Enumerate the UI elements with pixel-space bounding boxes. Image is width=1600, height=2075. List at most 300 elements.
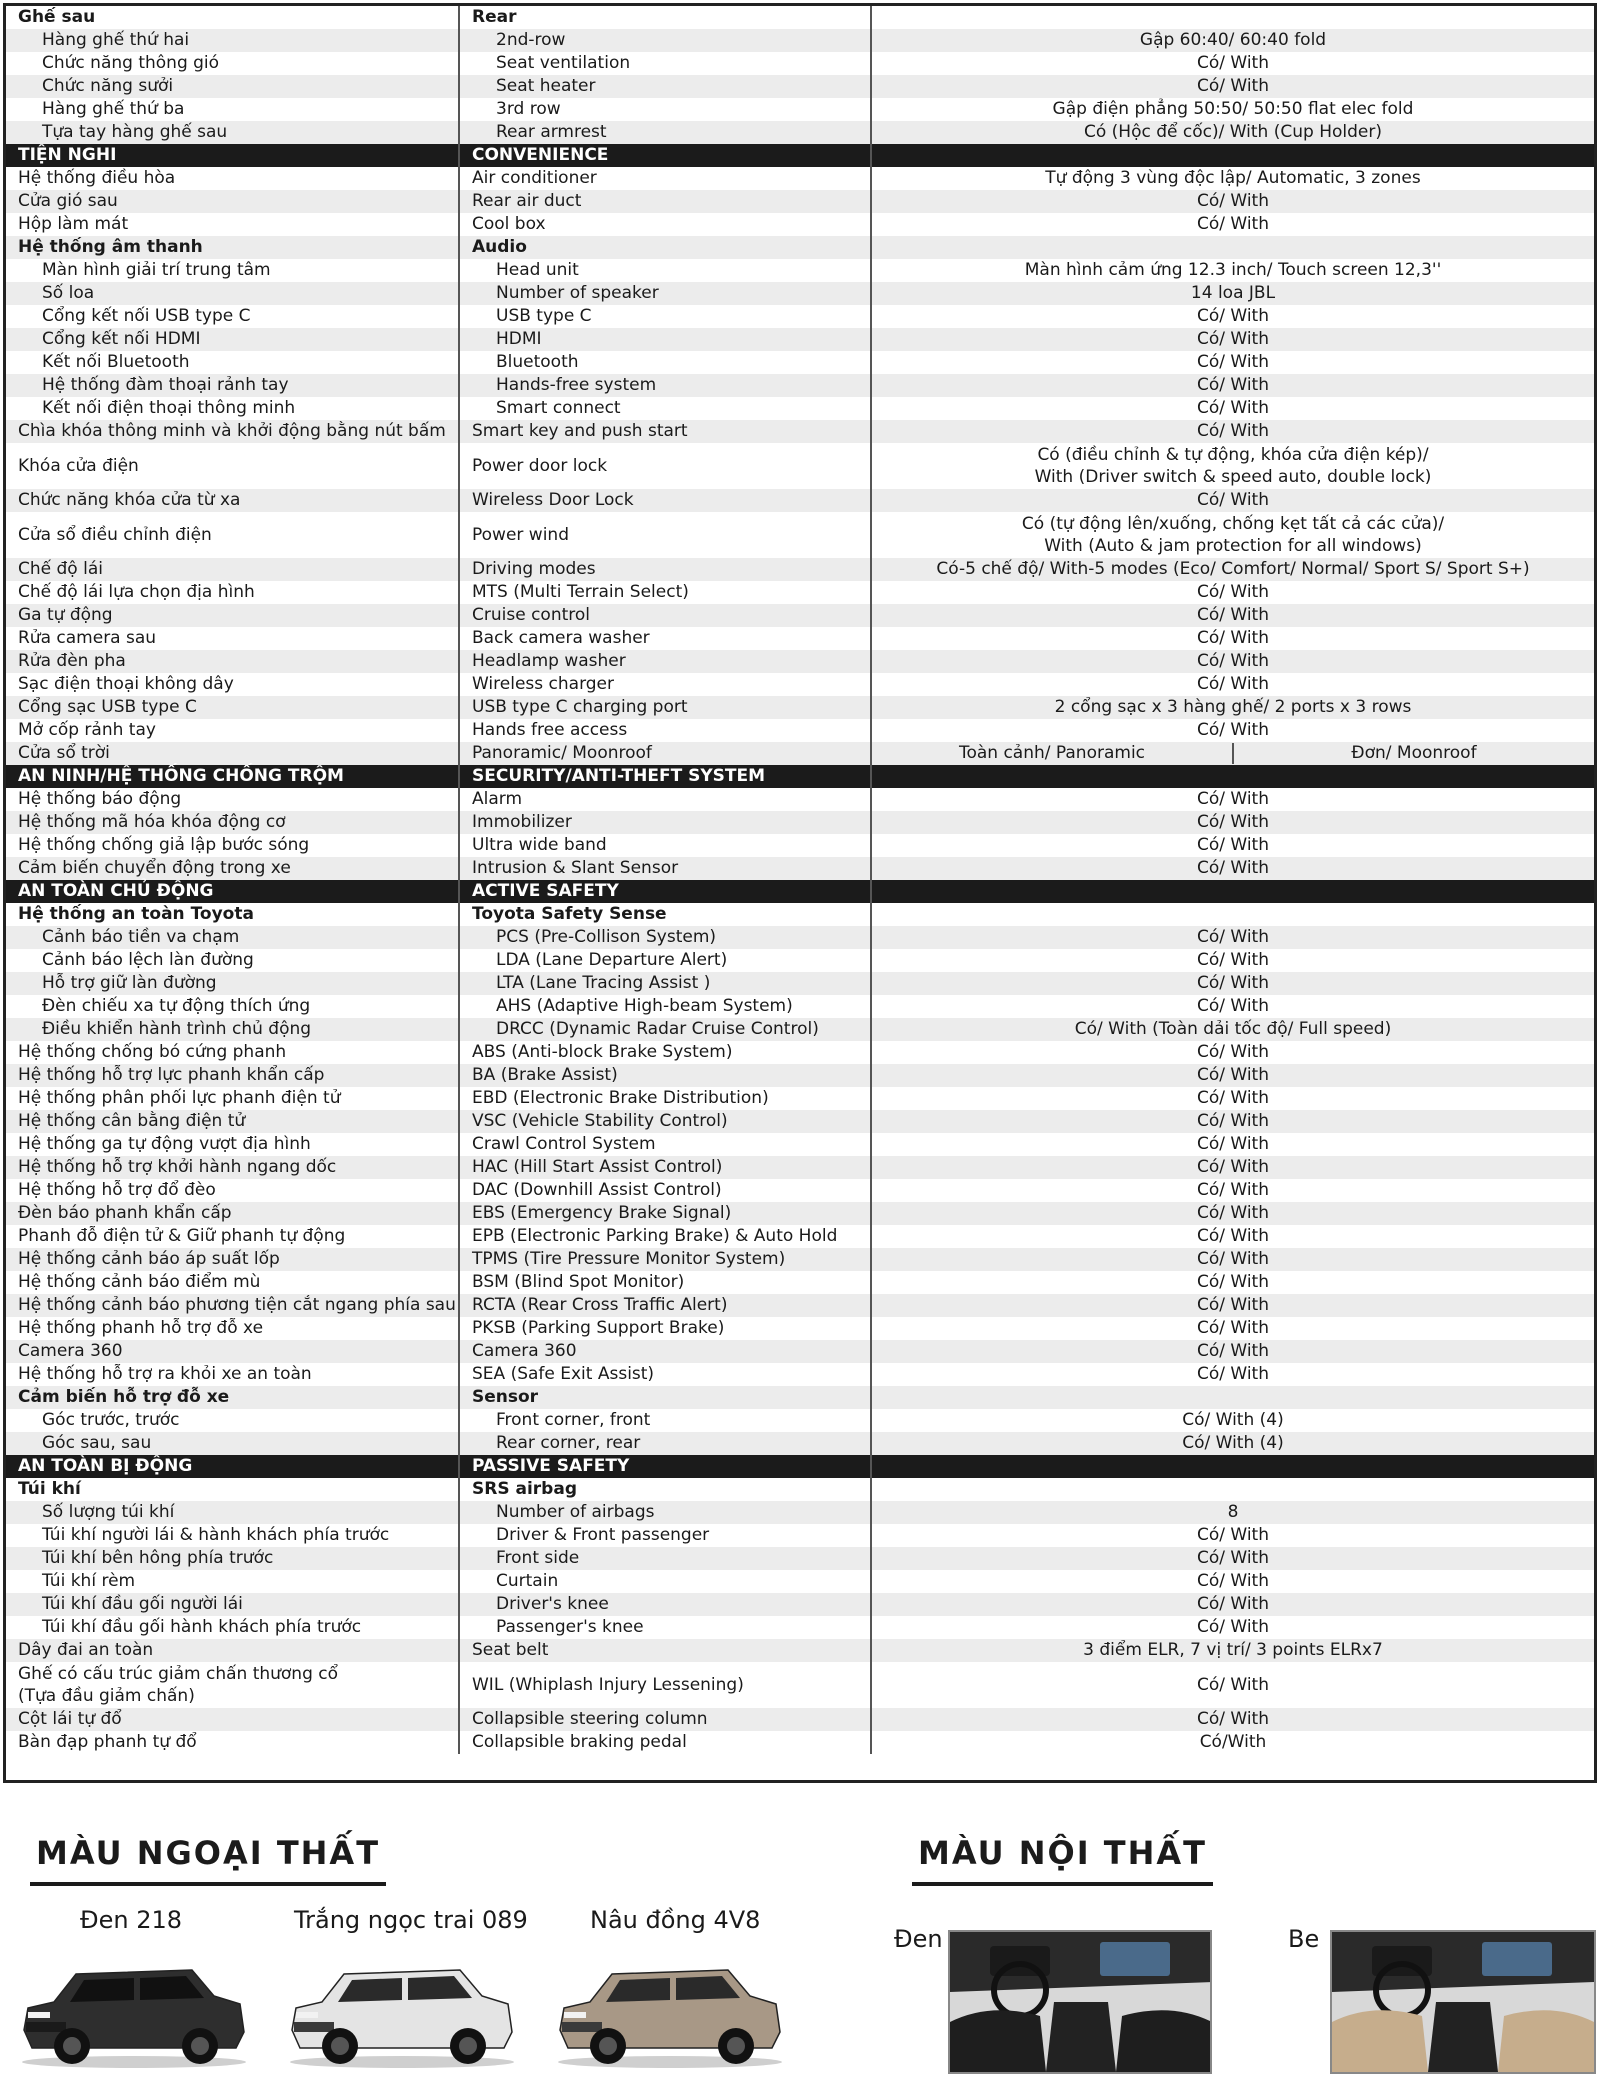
spec-label-vi: Góc trước, trước bbox=[6, 1409, 459, 1432]
spec-row bbox=[6, 75, 1594, 98]
spec-label-vi: Hỗ trợ giữ làn đường bbox=[6, 972, 459, 995]
spec-value: Có/ With bbox=[871, 604, 1594, 627]
spec-row bbox=[6, 1294, 1594, 1317]
spec-row bbox=[6, 6, 1594, 29]
spec-value: Có/ With bbox=[1196, 1272, 1269, 1292]
spec-value: Có/ With bbox=[871, 1294, 1594, 1317]
spec-value-line: Có (điều chỉnh & tự động, khóa cửa điện kép)/ bbox=[1037, 445, 1429, 465]
spec-label-en: Wireless Door Lock bbox=[459, 489, 871, 512]
spec-row bbox=[6, 259, 1594, 282]
spec-value: Có/ With bbox=[871, 857, 1594, 880]
spec-row bbox=[6, 995, 1594, 1018]
spec-label-en: Hands free access bbox=[459, 719, 871, 742]
spec-label-vi: Hệ thống chống giả lập bước sóng bbox=[6, 834, 459, 857]
interior-color-label-0: Đen bbox=[894, 1925, 943, 1953]
spec-label-vi: Hàng ghế thứ ba bbox=[6, 98, 459, 121]
spec-row bbox=[6, 213, 1594, 236]
spec-value: Có/ With bbox=[1196, 1525, 1269, 1545]
spec-value: Có/ With (Toàn dải tốc độ/ Full speed) bbox=[871, 1018, 1594, 1041]
spec-value: 14 loa JBL bbox=[871, 282, 1594, 305]
spec-row bbox=[6, 650, 1594, 673]
spec-row bbox=[6, 788, 1594, 811]
car-front-grille bbox=[562, 2022, 602, 2032]
spec-label-en: SEA (Safe Exit Assist) bbox=[459, 1363, 871, 1386]
spec-value: Có/ With bbox=[871, 75, 1594, 98]
spec-label-vi: Chức năng thông gió bbox=[6, 52, 459, 75]
spec-row bbox=[6, 1018, 1594, 1041]
spec-label-en: Driving modes bbox=[459, 558, 871, 581]
spec-label-en: Head unit bbox=[459, 259, 871, 282]
spec-label-en: EPB (Electronic Parking Brake) & Auto Hold bbox=[459, 1225, 871, 1248]
spec-value: Có/ With bbox=[1196, 582, 1269, 602]
spec-label-vi: Hệ thống chống bó cứng phanh bbox=[6, 1041, 459, 1064]
spec-label-vi: Hệ thống cảnh báo áp suất lốp bbox=[6, 1248, 459, 1271]
spec-label-en: Rear air duct bbox=[459, 190, 871, 213]
spec-row bbox=[6, 1340, 1594, 1363]
spec-value: Có/ With bbox=[871, 1202, 1594, 1225]
interior-heading-underline bbox=[912, 1882, 1213, 1886]
spec-value: Màn hình cảm ứng 12.3 inch/ Touch screen 12,3'' bbox=[1024, 260, 1442, 280]
spec-value: Có/ With bbox=[1196, 1617, 1269, 1637]
car-wheel-rear-hub bbox=[727, 2037, 745, 2055]
spec-label-vi: Hệ thống ga tự động vượt địa hình bbox=[6, 1133, 459, 1156]
spec-label-en: Front corner, front bbox=[459, 1409, 871, 1432]
spec-value: Có/ With bbox=[1196, 789, 1269, 809]
spec-label-vi: Hệ thống hỗ trợ khởi hành ngang dốc bbox=[6, 1156, 459, 1179]
spec-label-vi: Chức năng khóa cửa từ xa bbox=[6, 489, 459, 512]
spec-value: Có/ With bbox=[1196, 1180, 1269, 1200]
spec-row bbox=[6, 328, 1594, 351]
spec-label-vi: Túi khí đầu gối hành khách phía trước bbox=[6, 1616, 459, 1639]
car-wheel-front-hub bbox=[599, 2037, 617, 2055]
spec-value: Có/ With bbox=[1196, 950, 1269, 970]
interior-dashboard bbox=[950, 1932, 1212, 1992]
spec-value: Có/ With bbox=[871, 420, 1594, 443]
spec-label-en: DRCC (Dynamic Radar Cruise Control) bbox=[459, 1018, 871, 1041]
spec-label-en: EBD (Electronic Brake Distribution) bbox=[459, 1087, 871, 1110]
spec-label-vi: AN TOÀN BỊ ĐỘNG bbox=[6, 1455, 459, 1478]
spec-row bbox=[6, 1363, 1594, 1386]
spec-label-en: 2nd-row bbox=[459, 29, 871, 52]
spec-label-vi: Hệ thống phanh hỗ trợ đỗ xe bbox=[6, 1317, 459, 1340]
spec-value: Gập điện phẳng 50:50/ 50:50 flat elec fold bbox=[1052, 99, 1414, 119]
spec-label-en: PKSB (Parking Support Brake) bbox=[459, 1317, 871, 1340]
spec-value: Có/ With bbox=[871, 1547, 1594, 1570]
spec-label-en: Collapsible steering column bbox=[459, 1708, 871, 1731]
section-header-row bbox=[6, 144, 1594, 167]
spec-value: Có (Hộc để cốc)/ With (Cup Holder) bbox=[871, 121, 1594, 144]
spec-label-vi: Hệ thống hỗ trợ ra khỏi xe an toàn bbox=[6, 1363, 459, 1386]
spec-label-en: Bluetooth bbox=[459, 351, 871, 374]
spec-row bbox=[6, 420, 1594, 443]
car-image-black bbox=[14, 1950, 254, 2070]
spec-value bbox=[871, 144, 1594, 167]
spec-label-en: WIL (Whiplash Injury Lessening) bbox=[459, 1662, 871, 1708]
interior-seat-right bbox=[1116, 2010, 1212, 2072]
spec-label-vi: Hệ thống an toàn Toyota bbox=[6, 903, 459, 926]
spec-label-vi: Cột lái tự đổ bbox=[6, 1708, 459, 1731]
spec-label-en: 3rd row bbox=[459, 98, 871, 121]
spec-value: Có/ With bbox=[1196, 1226, 1269, 1246]
spec-label-vi: Hệ thống phân phối lực phanh điện tử bbox=[6, 1087, 459, 1110]
center-console bbox=[1046, 2002, 1116, 2072]
spec-value bbox=[871, 765, 1594, 788]
spec-label-en: PASSIVE SAFETY bbox=[459, 1455, 871, 1478]
spec-label-vi: Hệ thống hỗ trợ đổ đèo bbox=[6, 1179, 459, 1202]
spec-row bbox=[6, 236, 1594, 259]
spec-row bbox=[6, 811, 1594, 834]
spec-value: Tự động 3 vùng độc lập/ Automatic, 3 zones bbox=[1045, 168, 1421, 188]
section-header-row bbox=[6, 1455, 1594, 1478]
spec-row bbox=[6, 926, 1594, 949]
interior-dashboard bbox=[1332, 1932, 1594, 1992]
spec-label-en: Front side bbox=[459, 1547, 871, 1570]
spec-label-en: Smart connect bbox=[459, 397, 871, 420]
spec-label-vi: Cảnh báo tiền va chạm bbox=[6, 926, 459, 949]
car-front-grille bbox=[294, 2022, 334, 2032]
spec-label-en: VSC (Vehicle Stability Control) bbox=[459, 1110, 871, 1133]
spec-label-en: Hands-free system bbox=[459, 374, 871, 397]
spec-row bbox=[6, 1179, 1594, 1202]
exterior-color-label-1: Trắng ngọc trai 089 bbox=[294, 1906, 528, 1934]
spec-label-vi-line: Ghế có cấu trúc giảm chấn thương cổ bbox=[18, 1664, 339, 1684]
spec-label-vi: Ghế sau bbox=[6, 6, 459, 29]
car-wheel-front-hub bbox=[331, 2037, 349, 2055]
spec-label-vi: Hệ thống mã hóa khóa động cơ bbox=[6, 811, 459, 834]
spec-label-en: Sensor bbox=[459, 1386, 871, 1409]
spec-row bbox=[6, 627, 1594, 650]
spec-label-en: Passenger's knee bbox=[459, 1616, 871, 1639]
spec-value: Có/ With bbox=[1196, 1364, 1269, 1384]
spec-value: Có/ With bbox=[871, 972, 1594, 995]
spec-label-vi: Đèn chiếu xa tự động thích ứng bbox=[6, 995, 459, 1018]
spec-label-vi: Rửa đèn pha bbox=[6, 650, 459, 673]
spec-value: Có/ With bbox=[871, 1248, 1594, 1271]
spec-row bbox=[6, 1501, 1594, 1524]
spec-label-en: SECURITY/ANTI-THEFT SYSTEM bbox=[459, 765, 871, 788]
spec-label-en: Rear bbox=[459, 6, 871, 29]
spec-row bbox=[6, 1133, 1594, 1156]
spec-value: Có/ With bbox=[1196, 1042, 1269, 1062]
spec-label-en: Crawl Control System bbox=[459, 1133, 871, 1156]
spec-value: Có/ With bbox=[871, 1156, 1594, 1179]
spec-label-en: LTA (Lane Tracing Assist ) bbox=[459, 972, 871, 995]
spec-label-en: Curtain bbox=[459, 1570, 871, 1593]
spec-row bbox=[6, 121, 1594, 144]
spec-value: Có/ With bbox=[871, 1340, 1594, 1363]
spec-label-vi: Ga tự động bbox=[6, 604, 459, 627]
exterior-color-label-2: Nâu đồng 4V8 bbox=[590, 1906, 761, 1934]
spec-label-en: Camera 360 bbox=[459, 1340, 871, 1363]
spec-label-en: Audio bbox=[459, 236, 871, 259]
spec-label-en: PCS (Pre-Collison System) bbox=[459, 926, 871, 949]
interior-seat-left bbox=[1332, 2010, 1428, 2072]
spec-label-vi: Cửa sổ trời bbox=[6, 742, 459, 765]
spec-label-vi: Số lượng túi khí bbox=[6, 1501, 459, 1524]
spec-value: Có/ With bbox=[1196, 835, 1269, 855]
interior-seat-left bbox=[950, 2010, 1046, 2072]
interior-screen bbox=[1482, 1942, 1552, 1976]
spec-value: Có/ With (4) bbox=[1182, 1410, 1284, 1430]
car-headlight bbox=[296, 2012, 318, 2018]
spec-label-en: Seat ventilation bbox=[459, 52, 871, 75]
spec-row bbox=[6, 1087, 1594, 1110]
spec-value: Có-5 chế độ/ With-5 modes (Eco/ Comfort/ Normal/ Sport S/ Sport S+) bbox=[871, 558, 1594, 581]
spec-label-en: Driver & Front passenger bbox=[459, 1524, 871, 1547]
section-header-row bbox=[6, 765, 1594, 788]
spec-label-vi: Tựa tay hàng ghế sau bbox=[6, 121, 459, 144]
spec-label-en: Alarm bbox=[459, 788, 871, 811]
spec-label-vi: Hệ thống điều hòa bbox=[6, 167, 459, 190]
spec-value: Có/ With (4) bbox=[871, 1432, 1594, 1455]
spec-row bbox=[6, 1248, 1594, 1271]
spec-row bbox=[6, 949, 1594, 972]
spec-label-vi: Túi khí bbox=[6, 1478, 459, 1501]
spec-value: Có/ With bbox=[871, 926, 1594, 949]
spec-value: 8 bbox=[871, 1501, 1594, 1524]
spec-value: Gập 60:40/ 60:40 fold bbox=[871, 29, 1594, 52]
interior-color-heading-text: MÀU NỘI THẤT bbox=[918, 1834, 1207, 1872]
spec-label-vi: Cổng kết nối USB type C bbox=[6, 305, 459, 328]
spec-label-vi: Sạc điện thoại không dây bbox=[6, 673, 459, 696]
spec-label-en: Cool box bbox=[459, 213, 871, 236]
car-wheel-front-hub bbox=[63, 2037, 81, 2055]
spec-label-vi: Hệ thống cân bằng điện tử bbox=[6, 1110, 459, 1133]
spec-row bbox=[6, 351, 1594, 374]
spec-value bbox=[871, 6, 1594, 29]
spec-row bbox=[6, 98, 1594, 121]
spec-label-en: Air conditioner bbox=[459, 167, 871, 190]
spec-label-vi: Màn hình giải trí trung tâm bbox=[6, 259, 459, 282]
spec-row bbox=[6, 834, 1594, 857]
spec-value: Có/ With bbox=[1196, 53, 1269, 73]
spec-value bbox=[871, 903, 1594, 926]
spec-label-en: Headlamp washer bbox=[459, 650, 871, 673]
spec-row bbox=[6, 282, 1594, 305]
spec-label-en: USB type C bbox=[459, 305, 871, 328]
spec-value: Có/ With bbox=[1196, 996, 1269, 1016]
spec-label-vi: Hệ thống cảnh báo điểm mù bbox=[6, 1271, 459, 1294]
center-console bbox=[1428, 2002, 1498, 2072]
spec-value bbox=[871, 880, 1594, 903]
spec-value: Có/ With bbox=[871, 1064, 1594, 1087]
spec-label-vi: Túi khí bên hông phía trước bbox=[6, 1547, 459, 1570]
spec-label-vi: Camera 360 bbox=[6, 1340, 459, 1363]
spec-value: Có/ With bbox=[1196, 628, 1269, 648]
spec-value bbox=[871, 512, 1594, 558]
spec-row bbox=[6, 857, 1594, 880]
spec-label-en: Seat belt bbox=[459, 1639, 871, 1662]
spec-label-en: BSM (Blind Spot Monitor) bbox=[459, 1271, 871, 1294]
spec-value bbox=[871, 1386, 1594, 1409]
spec-label-en: Rear corner, rear bbox=[459, 1432, 871, 1455]
spec-row bbox=[6, 604, 1594, 627]
spec-label-en: Toyota Safety Sense bbox=[459, 903, 871, 926]
spec-row bbox=[6, 52, 1594, 75]
interior-screen bbox=[1100, 1942, 1170, 1976]
car-image-bronze bbox=[550, 1950, 790, 2070]
interior-color-label-1: Be bbox=[1288, 1925, 1320, 1953]
spec-row bbox=[6, 489, 1594, 512]
spec-value: Có/ With bbox=[1196, 1571, 1269, 1591]
spec-value: Có/ With bbox=[1196, 214, 1269, 234]
exterior-color-heading-text: MÀU NGOẠI THẤT bbox=[36, 1834, 381, 1872]
spec-table-frame bbox=[3, 3, 1597, 1783]
spec-label-en: AHS (Adaptive High-beam System) bbox=[459, 995, 871, 1018]
spec-label-vi: Chế độ lái bbox=[6, 558, 459, 581]
spec-row bbox=[6, 374, 1594, 397]
spec-row bbox=[6, 1317, 1594, 1340]
spec-value bbox=[871, 1478, 1594, 1501]
spec-row bbox=[6, 512, 1594, 558]
spec-label-en: BA (Brake Assist) bbox=[459, 1064, 871, 1087]
spec-value: Có/With bbox=[1199, 1732, 1267, 1752]
exterior-color-heading bbox=[36, 1834, 380, 1872]
spec-value: Có/ With bbox=[871, 1110, 1594, 1133]
car-wheel-rear-hub bbox=[459, 2037, 477, 2055]
spec-value-line: Có (tự động lên/xuống, chống kẹt tất cả các cửa)/ bbox=[1021, 514, 1445, 534]
spec-label-en: RCTA (Rear Cross Traffic Alert) bbox=[459, 1294, 871, 1317]
spec-value bbox=[871, 443, 1594, 489]
spec-row bbox=[6, 1662, 1594, 1708]
spec-value: Có/ With bbox=[1196, 352, 1269, 372]
spec-label-vi: Chế độ lái lựa chọn địa hình bbox=[6, 581, 459, 604]
spec-label-en: CONVENIENCE bbox=[459, 144, 871, 167]
spec-row bbox=[6, 972, 1594, 995]
spec-label-vi: Dây đai an toàn bbox=[6, 1639, 459, 1662]
car-wheel-rear-hub bbox=[191, 2037, 209, 2055]
interior-image-beige bbox=[1330, 1930, 1596, 2074]
spec-label-en: ABS (Anti-block Brake System) bbox=[459, 1041, 871, 1064]
spec-label-vi: AN TOÀN CHỦ ĐỘNG bbox=[6, 880, 459, 903]
spec-label-vi: Rửa camera sau bbox=[6, 627, 459, 650]
spec-row bbox=[6, 1478, 1594, 1501]
spec-label-en: Driver's knee bbox=[459, 1593, 871, 1616]
spec-label-vi: Cổng kết nối HDMI bbox=[6, 328, 459, 351]
spec-label-vi: Hệ thống báo động bbox=[6, 788, 459, 811]
spec-value-variant-b: Đơn/ Moonroof bbox=[1351, 743, 1477, 763]
spec-value: Có/ With bbox=[1196, 1318, 1269, 1338]
spec-row bbox=[6, 29, 1594, 52]
spec-value: Có/ With bbox=[1196, 1134, 1269, 1154]
spec-label-vi: Cảm biến chuyển động trong xe bbox=[6, 857, 459, 880]
spec-row bbox=[6, 190, 1594, 213]
spec-label-en: Collapsible braking pedal bbox=[459, 1731, 871, 1754]
spec-label-vi: Khóa cửa điện bbox=[6, 443, 459, 489]
spec-label-en: LDA (Lane Departure Alert) bbox=[459, 949, 871, 972]
spec-label-vi: Cổng sạc USB type C bbox=[6, 696, 459, 719]
spec-label-en: Number of speaker bbox=[459, 282, 871, 305]
spec-label-vi: Hàng ghế thứ hai bbox=[6, 29, 459, 52]
spec-label-vi: Mở cốp rảnh tay bbox=[6, 719, 459, 742]
spec-row bbox=[6, 719, 1594, 742]
spec-label-en: HDMI bbox=[459, 328, 871, 351]
car-headlight bbox=[564, 2012, 586, 2018]
interior-seat-right bbox=[1498, 2010, 1594, 2072]
spec-row bbox=[6, 1616, 1594, 1639]
spec-row bbox=[6, 1202, 1594, 1225]
spec-row bbox=[6, 1064, 1594, 1087]
spec-row bbox=[6, 673, 1594, 696]
spec-label-vi: Góc sau, sau bbox=[6, 1432, 459, 1455]
spec-label-en: Intrusion & Slant Sensor bbox=[459, 857, 871, 880]
exterior-color-label-0: Đen 218 bbox=[80, 1906, 183, 1934]
spec-row bbox=[6, 1570, 1594, 1593]
spec-label-en: Rear armrest bbox=[459, 121, 871, 144]
spec-label-en: EBS (Emergency Brake Signal) bbox=[459, 1202, 871, 1225]
spec-label-vi: Chức năng sưởi bbox=[6, 75, 459, 98]
spec-table bbox=[6, 6, 1594, 1754]
spec-label-en: Wireless charger bbox=[459, 673, 871, 696]
spec-value: Có/ With bbox=[871, 650, 1594, 673]
spec-row bbox=[6, 1593, 1594, 1616]
spec-value bbox=[871, 1455, 1594, 1478]
spec-label-vi: Túi khí đầu gối người lái bbox=[6, 1593, 459, 1616]
spec-label-vi: AN NINH/HỆ THỐNG CHỐNG TRỘM bbox=[6, 765, 459, 788]
spec-row bbox=[6, 1409, 1594, 1432]
spec-value: 2 cổng sạc x 3 hàng ghế/ 2 ports x 3 rows bbox=[871, 696, 1594, 719]
spec-row bbox=[6, 1547, 1594, 1570]
spec-row bbox=[6, 443, 1594, 489]
spec-label-vi: TIỆN NGHI bbox=[6, 144, 459, 167]
spec-value-line: With (Driver switch & speed auto, double lock) bbox=[1034, 467, 1432, 487]
spec-value: Có/ With bbox=[871, 1593, 1594, 1616]
spec-row bbox=[6, 696, 1594, 719]
spec-label-vi: Hệ thống hỗ trợ lực phanh khẩn cấp bbox=[6, 1064, 459, 1087]
spec-label-en: USB type C charging port bbox=[459, 696, 871, 719]
spec-value: Có/ With bbox=[1196, 1088, 1269, 1108]
spec-label-en: HAC (Hill Start Assist Control) bbox=[459, 1156, 871, 1179]
spec-row bbox=[6, 1110, 1594, 1133]
spec-row bbox=[6, 742, 1594, 765]
spec-label-vi: Cảm biến hỗ trợ đỗ xe bbox=[6, 1386, 459, 1409]
section-header-row bbox=[6, 880, 1594, 903]
spec-label-en: TPMS (Tire Pressure Monitor System) bbox=[459, 1248, 871, 1271]
spec-value: Có/ With bbox=[1196, 306, 1269, 326]
spec-label-vi: Cảnh báo lệch làn đường bbox=[6, 949, 459, 972]
spec-row bbox=[6, 397, 1594, 420]
car-headlight bbox=[28, 2012, 50, 2018]
spec-value: Có/ With bbox=[871, 374, 1594, 397]
spec-value: Có/ With bbox=[871, 190, 1594, 213]
spec-label-en: Panoramic/ Moonroof bbox=[459, 742, 871, 765]
spec-row bbox=[6, 1225, 1594, 1248]
spec-value: Có/ With bbox=[1196, 398, 1269, 418]
spec-value: Có/ With bbox=[871, 328, 1594, 351]
spec-row bbox=[6, 1432, 1594, 1455]
car-front-grille bbox=[26, 2022, 66, 2032]
spec-row bbox=[6, 1639, 1594, 1662]
spec-value bbox=[871, 742, 1594, 765]
spec-value: 3 điểm ELR, 7 vị trí/ 3 points ELRx7 bbox=[871, 1639, 1594, 1662]
spec-value: Có/ With bbox=[871, 489, 1594, 512]
spec-value bbox=[871, 236, 1594, 259]
spec-row bbox=[6, 1731, 1594, 1754]
spec-label-vi: Hệ thống âm thanh bbox=[6, 236, 459, 259]
spec-label-vi: Cửa sổ điều chỉnh điện bbox=[6, 512, 459, 558]
spec-label-vi: Số loa bbox=[6, 282, 459, 305]
spec-label-en: Power door lock bbox=[459, 443, 871, 489]
spec-value: Có/ With bbox=[871, 1708, 1594, 1731]
exterior-heading-underline bbox=[30, 1882, 386, 1886]
spec-label-vi: Hệ thống đàm thoại rảnh tay bbox=[6, 374, 459, 397]
spec-label-en: Cruise control bbox=[459, 604, 871, 627]
spec-label-en: SRS airbag bbox=[459, 1478, 871, 1501]
spec-label-en: Smart key and push start bbox=[459, 420, 871, 443]
spec-table-body bbox=[6, 6, 1594, 1754]
spec-row bbox=[6, 1156, 1594, 1179]
spec-label-vi bbox=[6, 1662, 459, 1708]
